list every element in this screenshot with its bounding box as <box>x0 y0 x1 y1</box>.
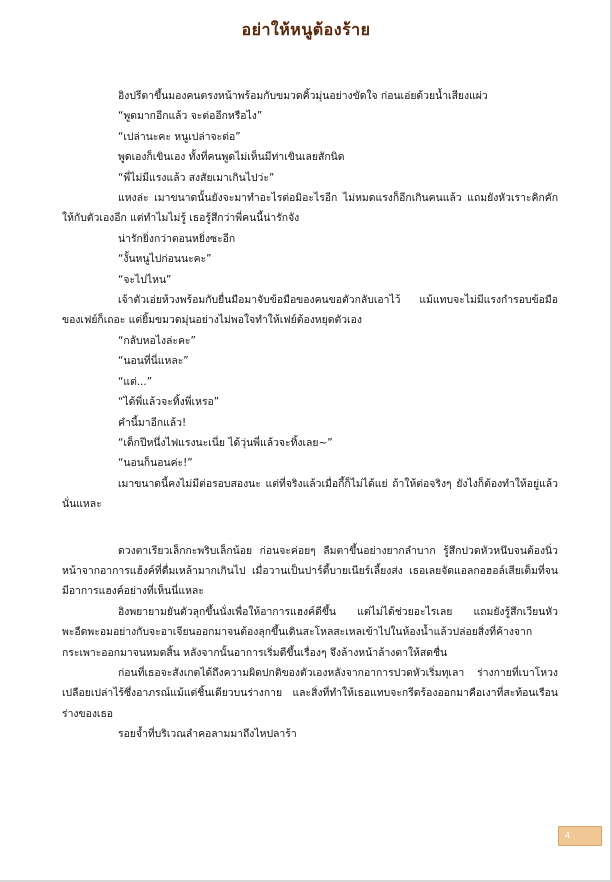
paragraph: ดวงตาเรียวเล็กกะพริบเล็กน้อย ก่อนจะค่อยๆ ลืมตาขึ้นอย่างยากลำบาก รู้สึกปวดหัวหนึบจนต้องนิ่วหน้าจากอาการแฮ้งค์ที่ดื่มเหล้ามากเกินไป เมื่อวานเป็นปาร์ตี้บายเนียร์เลี้ยงส่ง เธอเลยจัดแอลกอฮอล์เสียเต็มที่จนมีอาการแฮงค์อย่างที่เห็นนี่แหละ <box>62 544 558 598</box>
paragraph: คำนี้มาอีกแล้ว! <box>118 416 187 429</box>
paragraph: ก่อนที่เธอจะสังเกตได้ถึงความผิดปกติของตัวเองหลังจากอาการปวดหัวเริ่มทุเลา ร่างกายที่เบาโหวงเปลือยเปล่าไร้ซึ่งอาภรณ์แม้แต่ชิ้นเดียวบนร่างกาย และสิ่งที่ทำให้เธอแทบจะกรีดร้องออกมาคือเงาที่สะท้อนเรือนร่างของเธอ <box>62 666 558 720</box>
dialogue-line: “พูดมากอีกแล้ว จะต่ออีกหรือไง” <box>118 110 263 123</box>
paragraph: เมาขนาดนี้คงไม่มีต่อรอบสองนะ แต่ที่จริงแล้วเมื่อกี้ก็ไม่ได้แย่ ถ้าให้ต่อจริงๆ ยังไงก็ต้องทำให้อยู่แล้วนั่นแหละ <box>62 477 558 511</box>
dialogue-line: “นอนที่นี่แหละ” <box>118 355 189 368</box>
paragraph: อิงปรีดาขึ้นมองคนตรงหน้าพร้อมกับขมวดคิ้วมุ่นอย่างขัดใจ ก่อนเอ่ยด้วยน้ำเสียงแผ่ว <box>118 90 488 102</box>
dialogue-line: “กลับหอไงล่ะคะ” <box>118 334 196 347</box>
page-number-badge: 4 <box>558 826 602 846</box>
scene-break <box>62 515 558 541</box>
dialogue-line: “พี่ไม่มีแรงแล้ว สงสัยเมาเกินไปว่ะ” <box>118 171 275 184</box>
dialogue-line: “งั้นหนูไปก่อนนะคะ” <box>118 253 212 266</box>
dialogue-line: “เปล่านะคะ หนูเปล่าจะต่อ” <box>118 130 241 143</box>
paragraph: น่ารักยิ่งกว่าตอนหยิ่งซะอีก <box>118 232 236 245</box>
paragraph: รอยจ้ำที่บริเวณลำคอลามมาถึงไหปลาร้า <box>118 728 297 741</box>
dialogue-line: “เด็กปีหนึ่งไฟแรงนะเนี่ย ได้วุ่นพี่แล้วจะทิ้งเลย~” <box>118 436 333 449</box>
chapter-title: อย่าให้หนูต้องร้าย <box>241 20 371 39</box>
paragraph: พูดเองก็เขินเอง ทั้งที่คนพูดไม่เห็นมีท่าเขินเลยสักนิด <box>118 151 345 164</box>
paragraph: เจ้าตัวเอ่ยห้วงพร้อมกับยื่นมือมาจับข้อมือของคนขอตัวกลับเอาไว้ แม้แทบจะไม่มีแรงกำรอบข้อมือของเฟย์ก็เถอะ แต่ยิ้มขมวดมุ่นอย่างไม่พอใจทำให้เฟย์ต้องหยุดตัวเอง <box>62 294 558 327</box>
dialogue-line: “จะไปไหน” <box>118 273 172 286</box>
paragraph: แหงล่ะ เมาขนาดนั้นยังจะมาทำอะไรต่อมิอะไรอีก ไม่หมดแรงก็อีกเกินคนแล้ว แถมยังหัวเราะคิกคักให้กับตัวเองอีก แต่ทำไมไม่รู้ เธอรู้สึกว่าพี่คนนี้น่ารักจัง <box>62 192 558 225</box>
body-text <box>62 86 558 745</box>
dialogue-line: “แต่...” <box>118 375 153 388</box>
dialogue-line: “ได้พี่แล้วจะทิ้งพี่เหรอ” <box>118 396 220 409</box>
dialogue-line: “นอนก็นอนค่ะ!” <box>118 457 193 470</box>
paragraph: อิงพยายามยันตัวลุกขึ้นนั่งเพื่อให้อาการแฮงค์ดีขึ้น แต่ไม่ได้ช่วยอะไรเลย แถมยังรู้สึกเวียนหัวพะอืดพะอมอย่างกับจะอาเจียนออกมาจนต้องลุกขึ้นเดินสะโหลสะเหลเข้าไปในห้องน้ำแล้วปล่อยสิ่งที่ค้างจากกระเพาะออกมาจนหมดสิ้น หลังจากนั้นอาการเริ่มดีขึ้นเรื่องๆ จึงล้างหน้าล้างตาให้สดชื่น <box>62 605 558 659</box>
